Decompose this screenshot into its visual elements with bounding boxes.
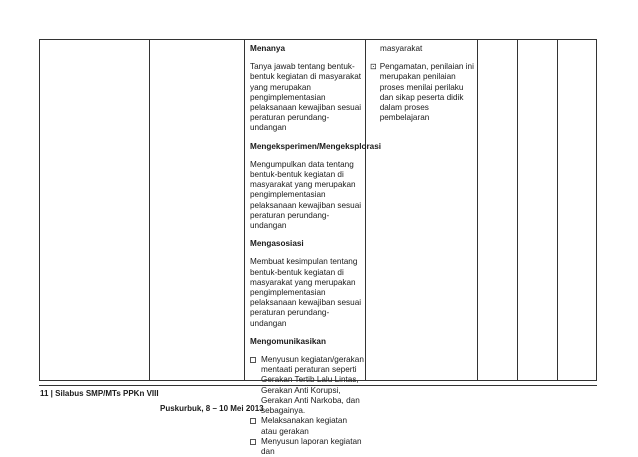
checkbox-bullet-icon bbox=[250, 418, 256, 424]
mengasosiasi-text: Membuat kesimpulan tentang bentuk-bentuk kegiatan di masyarakat yang merupakan pengimplementasian pelaksanaan kewajiban sesuai peraturan perundang-undangan bbox=[250, 257, 362, 328]
column-divider bbox=[557, 40, 558, 380]
assessment-cell bbox=[370, 44, 474, 123]
learning-activities-cell bbox=[250, 44, 382, 457]
boxed-bullet-icon: ⊡ bbox=[370, 62, 377, 72]
mengeksperimen-heading: Mengeksperimen/Mengeksplorasi bbox=[250, 141, 382, 151]
checkbox-bullet-icon bbox=[250, 357, 256, 363]
communication-bullet: Menyusun kegiatan/gerakan mentaati peraturan seperti Gerakan Tertib Lalu Lintas, Gerakan Anti Korupsi, Gerakan Anti Narkoba, dan sebagainya. bbox=[250, 355, 364, 416]
assessment-top-text: masyarakat bbox=[380, 44, 423, 53]
checkbox-bullet-icon bbox=[250, 439, 256, 445]
mengasosiasi-heading: Mengasosiasi bbox=[250, 239, 304, 249]
communication-bullet: Melaksanakan kegiatan atau gerakan bbox=[250, 416, 364, 436]
mengeksperimen-text: Mengumpulkan data tentang bentuk-bentuk kegiatan di masyarakat yang merupakan pengimplementasian pelaksanaan kewajiban sesuai peraturan perundang-undangan bbox=[250, 159, 362, 231]
page-footer-label: 11 | Silabus SMP/MTs PPKn VIII bbox=[40, 389, 159, 398]
menanya-text: Tanya jawab tentang bentuk-bentuk kegiatan di masyarakat yang merupakan pengimplementasian pelaksanaan kewajiban sesuai peraturan perundang-undangan bbox=[250, 62, 362, 133]
menanya-heading: Menanya bbox=[250, 44, 286, 53]
column-divider bbox=[244, 40, 245, 380]
footer-divider bbox=[39, 385, 597, 386]
event-footer-label: Puskurbuk, 8 – 10 Mei 2013 bbox=[160, 404, 264, 413]
assessment-bullet-text: Pengamatan, penilaian ini merupakan penilaian proses menilai perilaku dan sikap peserta didik dalam proses pembelajaran bbox=[379, 62, 474, 123]
communication-bullet: Menyusun laporan kegiatan dan bbox=[250, 437, 364, 457]
column-divider bbox=[477, 40, 478, 380]
mengomunikasikan-heading: Mengomunikasikan bbox=[250, 336, 326, 346]
column-divider bbox=[149, 40, 150, 380]
column-divider bbox=[365, 40, 366, 380]
column-divider bbox=[517, 40, 518, 380]
assessment-bullet bbox=[370, 62, 474, 123]
